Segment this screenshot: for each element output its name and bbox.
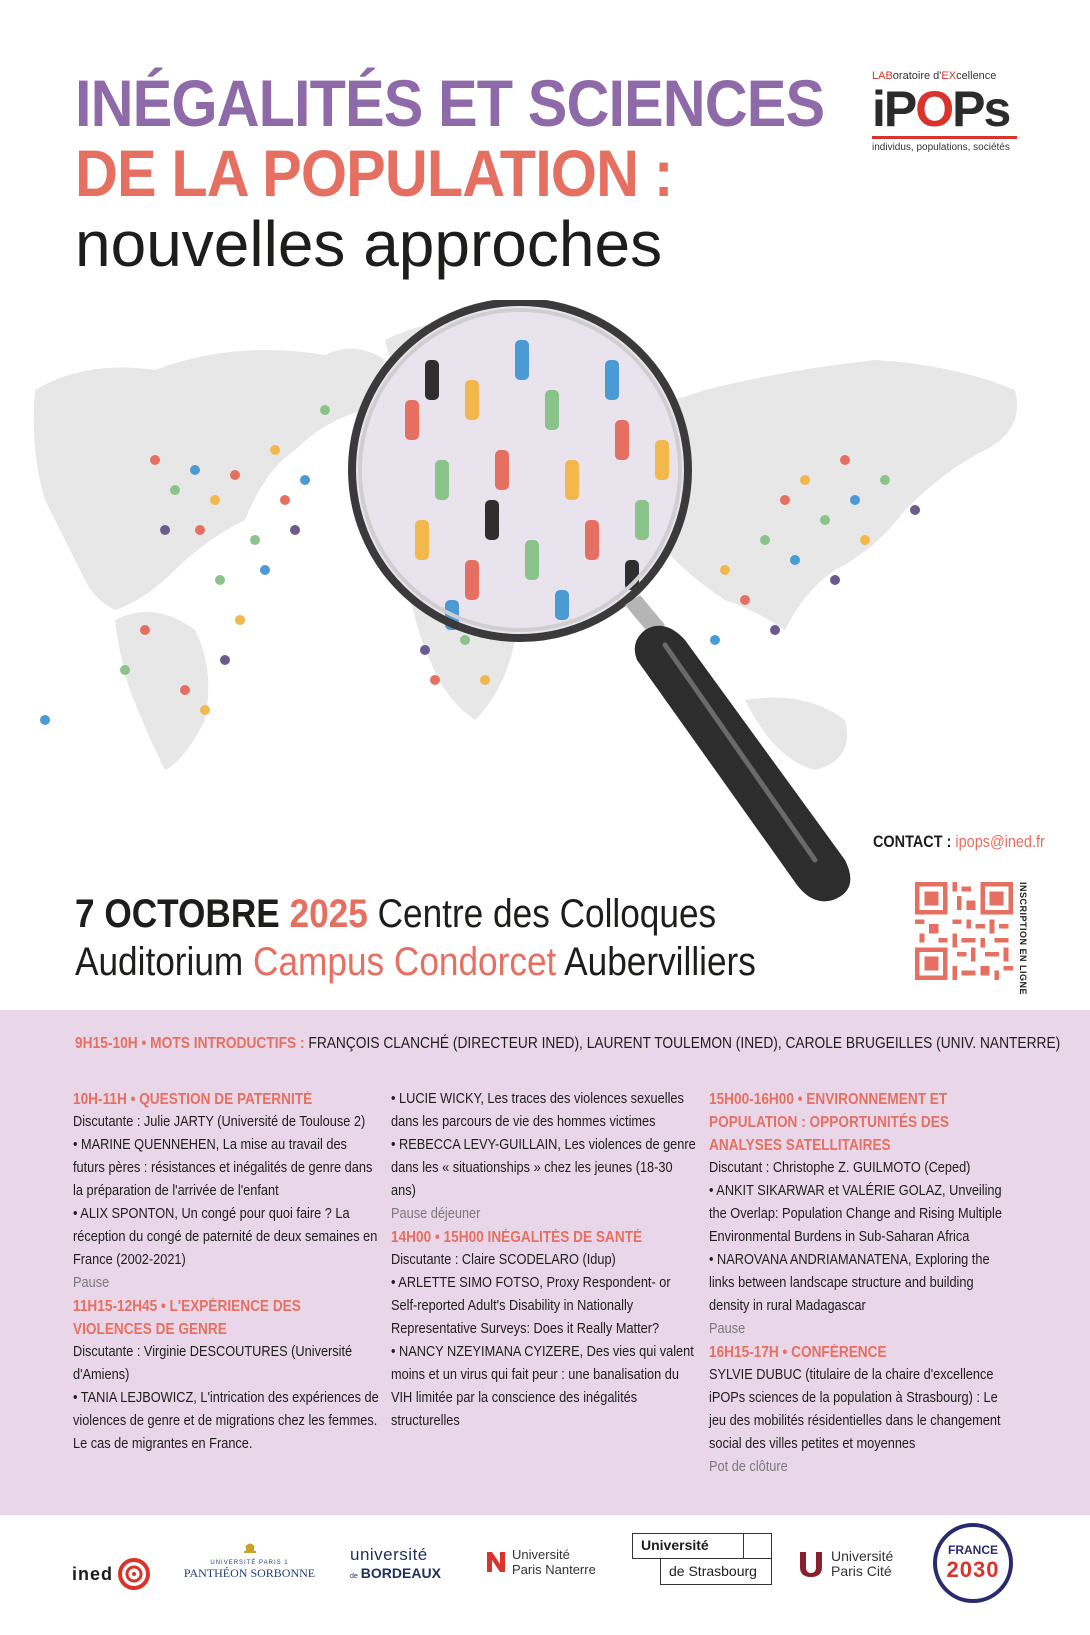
- paris-nanterre-logo: [485, 1547, 596, 1577]
- ined-swirl-icon: [117, 1557, 151, 1591]
- paris-cite-line-2: Paris Cité: [831, 1563, 892, 1579]
- event-location-row: [75, 938, 756, 986]
- ined-logo-text: ined: [72, 1563, 114, 1584]
- bordeaux-name: BORDEAUX: [360, 1565, 441, 1581]
- contact-line: [873, 832, 1045, 852]
- break-label: Pause: [73, 1275, 110, 1291]
- event-date: 7 OCTOBRE: [75, 892, 280, 936]
- event-room: Auditorium: [75, 940, 244, 984]
- event-campus: Campus Condorcet: [253, 940, 557, 984]
- contact-label: CONTACT :: [873, 832, 952, 851]
- talk-item: • LUCIE WICKY, Les traces des violences sexuelles dans les parcours de vie des hommes victimes: [391, 1091, 684, 1130]
- program-column-1: [73, 1088, 383, 1456]
- talk-item: • TANIA LEJBOWICZ, L'intrication des expériences de violences de genre et de migrations chez les femmes. Le cas de migrantes en France.: [73, 1390, 379, 1452]
- strasbourg-line-2: de Strasbourg: [660, 1559, 772, 1585]
- wordmark-part-1: iP: [872, 81, 916, 137]
- partner-logos: [0, 1515, 1090, 1635]
- registration-label: [1018, 882, 1032, 996]
- strasbourg-line-1: Université: [632, 1533, 744, 1559]
- talk-item: • REBECCA LEVY-GUILLAIN, Les violences de genre dans les « situationships » chez les jeunes (18-30 ans): [391, 1137, 696, 1199]
- registration-qr-code-icon[interactable]: [915, 882, 1013, 980]
- talk-item: • ANKIT SIKARWAR et VALÉRIE GOLAZ, Unveiling the Overlap: Population Change and Rising Multiple Environmental Burdens in Sub-Saharan Africa: [709, 1183, 1002, 1245]
- paris-cite-u-icon: [797, 1549, 825, 1579]
- session-heading: 11H15-12H45 • L'EXPÉRIENCE DES VIOLENCES DE GENRE: [73, 1298, 301, 1338]
- poster-title: [75, 66, 855, 280]
- title-line-2: DE LA POPULATION :: [75, 136, 673, 210]
- talk-item: • ALIX SPONTON, Un congé pour quoi faire ? La réception du congé de paternité de deux semaines en France (2002-2021): [73, 1206, 378, 1268]
- event-city: Aubervilliers: [564, 940, 756, 984]
- paris-cite-line-1: Université: [831, 1548, 894, 1564]
- talk-item: • NANCY NZEYIMANA CYIZERE, Des vies qui valent moins et un virus qui fait peur : une banalisation du VIH limitée par la conscience des inégalités structurelles: [391, 1344, 694, 1429]
- intro-speakers: FRANÇOIS CLANCHÉ (DIRECTEUR INED), LAURENT TOULEMON (INED), CAROLE BRUGEILLES (UNIV. NANTERRE): [304, 1035, 1061, 1052]
- program-column-3: [709, 1088, 1019, 1479]
- pantheon-dome-icon: [242, 1539, 258, 1555]
- ined-logo: [72, 1557, 151, 1591]
- event-date-row: [75, 890, 756, 938]
- nanterre-n-icon: [485, 1550, 507, 1574]
- pantheon-name: PANTHÉON SORBONNE: [183, 1566, 316, 1580]
- session-discussant: Discutante : Julie JARTY (Université de Toulouse 2): [73, 1114, 366, 1130]
- session-discussant: Discutante : Virginie DESCOUTURES (Université d'Amiens): [73, 1344, 353, 1383]
- world-crowd-magnifier-illustration: [25, 300, 1045, 980]
- talk-item: • ARLETTE SIMO FOTSO, Proxy Respondent- or Self-reported Adult's Disability in Nationally Representative Surveys: Does it Really Matter?: [391, 1275, 671, 1337]
- pantheon-sorbonne-logo: [182, 1539, 317, 1581]
- wordmark-part-2: O: [915, 81, 953, 137]
- session-heading: 16H15-17H • CONFÉRENCE: [709, 1344, 887, 1361]
- bordeaux-bottom: [350, 1565, 460, 1581]
- event-date-location: [75, 890, 756, 986]
- ipops-wordmark: [872, 81, 1022, 137]
- talk-item: • MARINE QUENNEHEN, La mise au travail des futurs pères : résistances et inégalités de genre dans la préparation de l'arrivée de l'enfant: [73, 1137, 373, 1199]
- conference-text: SYLVIE DUBUC (titulaire de la chaire d'excellence iPOPs sciences de la population à Strasbourg) : Le jeu des mobilités résidentielles dans le changement social des villes petites et moyennes: [709, 1367, 1001, 1452]
- pantheon-small-text: UNIVERSITÉ PARIS 1: [210, 1560, 289, 1566]
- nanterre-line-2: Paris Nanterre: [512, 1562, 596, 1577]
- logo-lab-prefix: LAB: [872, 70, 893, 82]
- logo-lab-suffix: cellence: [956, 70, 997, 82]
- program-intro: [75, 1035, 1060, 1053]
- bordeaux-de: de: [350, 1573, 358, 1580]
- program-column-2: [391, 1088, 701, 1433]
- session-discussant: Discutante : Claire SCODELARO (Idup): [391, 1252, 616, 1268]
- registration-label-text: INSCRIPTION EN LIGNE: [1018, 882, 1028, 996]
- session-discussant: Discutant : Christophe Z. GUILMOTO (Ceped): [709, 1160, 971, 1176]
- event-venue: Centre des Colloques: [377, 892, 717, 936]
- bordeaux-top: université: [350, 1545, 428, 1564]
- nanterre-line-1: Université: [512, 1547, 570, 1562]
- strasbourg-logo: [632, 1533, 772, 1585]
- talk-item: • NAROVANA ANDRIAMANATENA, Exploring the links between landscape structure and building density in rural Madagascar: [709, 1252, 990, 1314]
- event-year: 2025: [289, 892, 368, 936]
- intro-heading: 9H15-10H • MOTS INTRODUCTIFS :: [75, 1035, 305, 1052]
- session-heading: 15H00-16H00 • ENVIRONNEMENT ET POPULATION : OPPORTUNITÉS DES ANALYSES SATELLITAIRES: [709, 1091, 949, 1154]
- logo-lab-mid: oratoire d': [892, 70, 942, 82]
- paris-cite-logo: [797, 1549, 893, 1579]
- ipops-logo: [872, 70, 1022, 153]
- session-heading: 10H-11H • QUESTION DE PATERNITÉ: [73, 1091, 313, 1108]
- strasbourg-box: [744, 1533, 772, 1559]
- france-2030-logo: [933, 1523, 1013, 1603]
- title-line-3: nouvelles approches: [75, 208, 663, 280]
- closing-label: Pot de clôture: [709, 1459, 788, 1475]
- title-line-1: INÉGALITÉS ET SCIENCES: [75, 66, 825, 140]
- france-2030-line-1: FRANCE: [948, 1543, 998, 1557]
- wordmark-part-3: Ps: [952, 81, 1010, 137]
- bordeaux-logo: [350, 1545, 460, 1581]
- france-2030-line-2: 2030: [946, 1557, 1000, 1582]
- session-heading: 14H00 • 15H00 INÉGALITÉS DE SANTÉ: [391, 1229, 643, 1246]
- logo-lab-ex: EX: [941, 70, 957, 82]
- break-label: Pause déjeuner: [391, 1206, 481, 1222]
- ipops-logo-subtitle: individus, populations, sociétés: [872, 142, 1010, 153]
- break-label: Pause: [709, 1321, 746, 1337]
- contact-email-link[interactable]: ipops@ined.fr: [955, 832, 1045, 851]
